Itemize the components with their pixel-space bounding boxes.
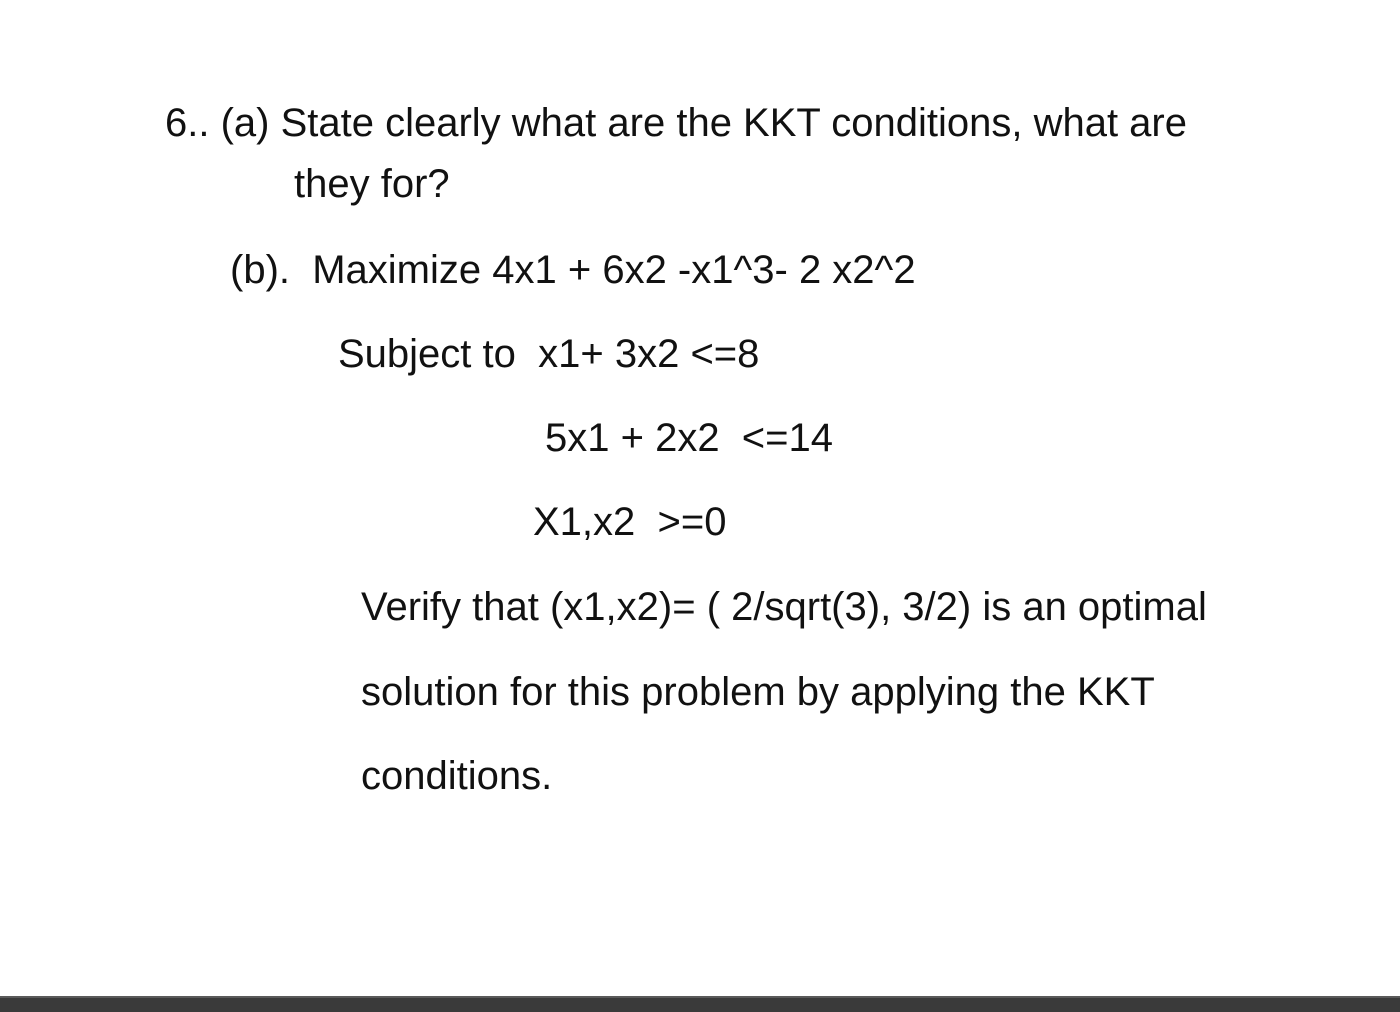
- verify-line-3: conditions.: [361, 754, 553, 798]
- constraint-2: 5x1 + 2x2 <=14: [545, 416, 834, 460]
- verify-line-1: Verify that (x1,x2)= ( 2/sqrt(3), 3/2) is an optimal: [361, 585, 1207, 629]
- verify-line-2: solution for this problem by applying the KKT: [361, 670, 1155, 714]
- part-b-objective: (b). Maximize 4x1 + 6x2 -x1^3- 2 x2^2: [230, 248, 916, 292]
- part-a-question-line-2: they for?: [294, 162, 450, 206]
- bottom-window-bar: [0, 996, 1400, 1012]
- constraint-nonnegativity: X1,x2 >=0: [533, 500, 727, 544]
- part-a-question-line-1: 6.. (a) State clearly what are the KKT conditions, what are: [165, 101, 1187, 145]
- constraint-1: Subject to x1+ 3x2 <=8: [338, 332, 760, 376]
